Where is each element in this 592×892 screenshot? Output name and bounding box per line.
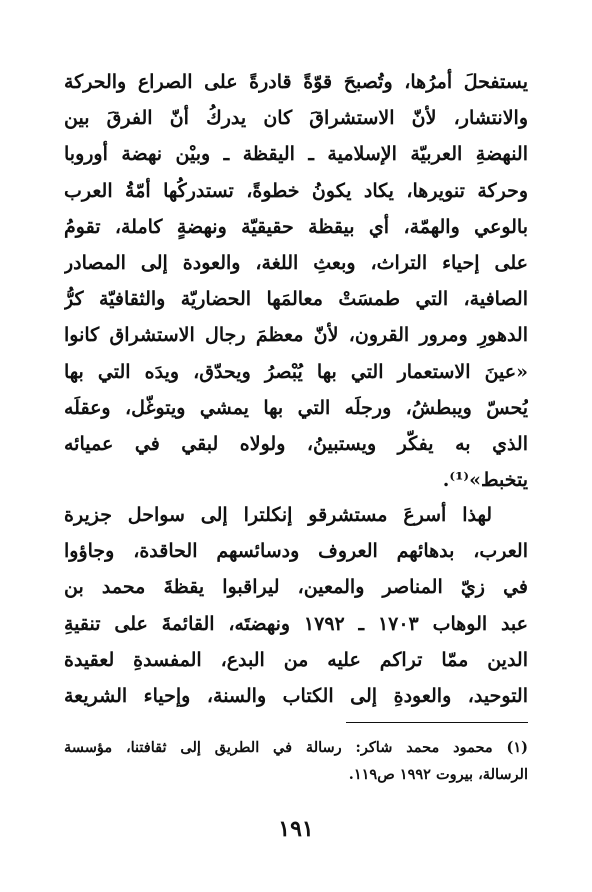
text-line: وحركة تنويرها، يكاد يكونُ خطوةً، تستدركُها أمّةُ العرب xyxy=(64,179,528,202)
text-line: في زيّ المناصر والمعين، ليراقبوا يقظةَ محمد بن xyxy=(64,576,528,599)
text-line: على إحياء التراث، وبعثِ اللغة، والعودة إلى المصادر xyxy=(64,251,528,274)
page-number: ١٩١ xyxy=(278,816,314,842)
text-line: التوحيد، والعودةِ إلى الكتاب والسنة، وإحياء الشريعة xyxy=(64,684,528,707)
text-line: لهذا أسرعَ مستشرقو إنكلترا إلى سواحل جزيرة xyxy=(64,504,492,526)
text-line: يتخبط»⁽¹⁾. xyxy=(442,469,528,492)
footnote-divider xyxy=(346,722,528,723)
paragraph-2 xyxy=(64,497,528,714)
text-line: الدين ممّا تراكم عليه من البدع، المفسدةِ لعقيدة xyxy=(64,648,528,671)
text-line: الدهورِ ومرور القرون، لأنّ معظمَ رجال الاستشراق كانوا xyxy=(64,324,528,347)
footnote xyxy=(64,734,528,788)
text-line: والانتشار، لأنّ الاستشراقَ كان يدركُ أنّ الفرقَ بين xyxy=(64,107,528,130)
text-line: «عينَ الاستعمار التي بها يُبْصرُ ويحدّق، ويدَه التي بها xyxy=(64,360,528,383)
text-line: عبد الوهاب ١٧٠٣ ـ ١٧٩٢ ونهضتَه، القائمةَ على تنقيةِ xyxy=(64,612,528,635)
footnote-line: الرسالة، بيروت ١٩٩٢ ص١١٩. xyxy=(348,766,528,783)
text-line: النهضةِ العربيّة الإسلامية ـ اليقظة ـ وبيْن نهضة أوروبا xyxy=(64,143,528,166)
paragraph-1 xyxy=(64,64,528,498)
text-line: الصافية، التي طمسَتْ معالمَها الحضاريّة والثقافيّة كرُّ xyxy=(64,288,528,311)
text-line: يستفحلَ أمرُها، وتُصبحَ قوّةً قادرةً على الصراع والحركة xyxy=(64,71,528,93)
text-line: العرب، بدهائهم العروف ودسائسهم الحاقدة، وجاؤوا xyxy=(64,540,528,563)
text-line: يُحسّ ويبطشُ، ورجلَه التي بها يمشي ويتوغّل، وعقلَه xyxy=(64,396,528,419)
text-line: الذي به يفكّر ويستبينُ، ولولاه لبقي في عميائه xyxy=(64,432,528,455)
text-line: بالوعي والهمّة، أي بيقظة حقيقيّة ونهضةٍ كاملة، تقومُ xyxy=(64,215,528,238)
footnote-line: (١) محمود محمد شاكر: رسالة في الطريق إلى ثقافتنا، مؤسسة xyxy=(64,739,528,756)
